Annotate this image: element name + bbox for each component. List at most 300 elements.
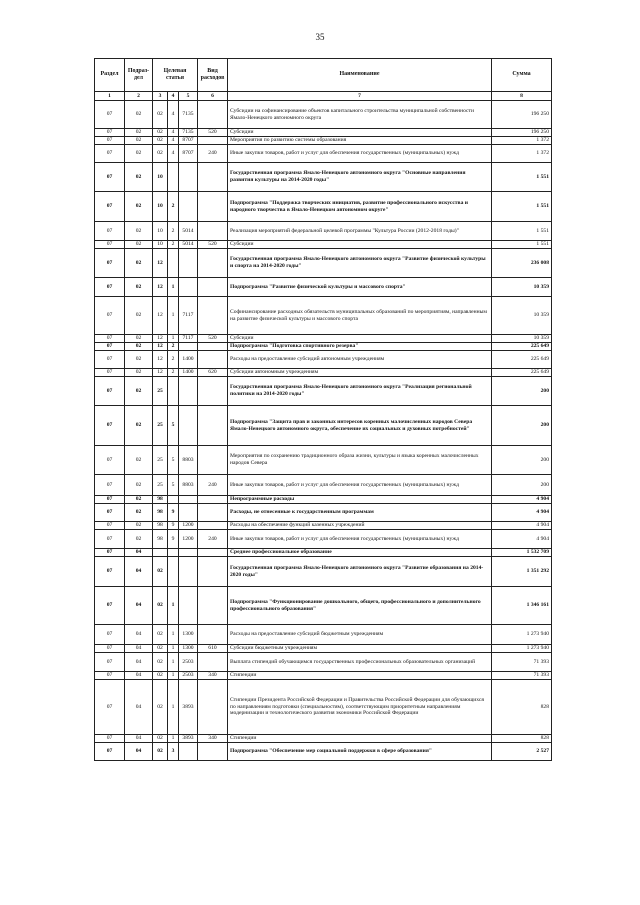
cell-podrazdel: 04: [125, 672, 153, 680]
table-row: [95, 163, 552, 192]
cell-direction: 7117: [179, 335, 198, 343]
cell-podrazdel: 02: [125, 163, 153, 192]
cell-sum: 4 904: [492, 530, 552, 549]
cell-podrazdel: 02: [125, 369, 153, 377]
table-row: [95, 222, 552, 241]
table-row: [95, 406, 552, 446]
cell-podrazdel: 02: [125, 377, 153, 406]
cell-sum: 225 649: [492, 343, 552, 351]
cell-direction: [179, 557, 198, 587]
cell-sum: 1 351 292: [492, 557, 552, 587]
cell-name: Субсидии на софинансирование объектов капитального строительства муниципальной собственности Ямало-Ненецкого автономного округа: [228, 101, 492, 129]
cell-direction: 5014: [179, 241, 198, 249]
cell-podrazdel: 02: [125, 335, 153, 343]
cell-vid: 620: [198, 369, 228, 377]
table-row: [95, 625, 552, 645]
cell-vid: [198, 557, 228, 587]
cell-razdel: 07: [95, 249, 125, 278]
table-row: [95, 192, 552, 222]
cell-sum: 236 008: [492, 249, 552, 278]
cell-razdel: 07: [95, 522, 125, 530]
cell-program: 12: [153, 335, 168, 343]
cell-vid: [198, 137, 228, 145]
cell-podrazdel: 02: [125, 446, 153, 475]
cell-razdel: 07: [95, 163, 125, 192]
table-row: [95, 335, 552, 343]
cell-program: 02: [153, 653, 168, 672]
cell-program: 12: [153, 351, 168, 369]
cell-direction: 1400: [179, 369, 198, 377]
cell-subprogram: 1: [168, 297, 179, 335]
cell-program: 98: [153, 530, 168, 549]
cell-vid: [198, 549, 228, 557]
cell-razdel: 07: [95, 335, 125, 343]
cell-program: 02: [153, 735, 168, 743]
cell-name: Субсидии бюджетным учреждениям: [228, 645, 492, 653]
cell-razdel: 07: [95, 222, 125, 241]
cell-direction: 5014: [179, 222, 198, 241]
cell-vid: [198, 587, 228, 625]
cell-subprogram: 1: [168, 680, 179, 735]
cell-vid: [198, 222, 228, 241]
cell-name: Иные закупки товаров, работ и услуг для обеспечения государственных (муниципальных) нужд: [228, 145, 492, 163]
cell-subprogram: 1: [168, 672, 179, 680]
cell-sum: 10 359: [492, 278, 552, 297]
cell-direction: 8803: [179, 475, 198, 496]
cell-vid: [198, 297, 228, 335]
cell-sum: 1 372: [492, 145, 552, 163]
cell-name: Государственная программа Ямало-Ненецкого автономного округа "Развитие образования на 2014-2020 годы": [228, 557, 492, 587]
cell-sum: 1 372: [492, 137, 552, 145]
cell-name: Стипендии Президента Российской Федерации и Правительства Российской Федерации для обучающихся по направлениям подготовки (специальностям), соответствующим приоритетным направлениям модернизации и технологического развития экономики Российской Федерации: [228, 680, 492, 735]
cell-program: 25: [153, 377, 168, 406]
cell-subprogram: 2: [168, 192, 179, 222]
cell-name: Расходы на обеспечение функций казенных учреждений: [228, 522, 492, 530]
header-number: 1: [95, 92, 125, 101]
cell-sum: 196 250: [492, 129, 552, 137]
budget-table: [94, 58, 552, 761]
cell-sum: 1 551: [492, 163, 552, 192]
header-number: 4: [168, 92, 179, 101]
cell-program: 02: [153, 137, 168, 145]
cell-program: 12: [153, 297, 168, 335]
cell-direction: [179, 496, 198, 504]
header-number: 7: [228, 92, 492, 101]
cell-subprogram: [168, 249, 179, 278]
table-row: [95, 475, 552, 496]
cell-program: 25: [153, 406, 168, 446]
cell-podrazdel: 04: [125, 680, 153, 735]
cell-sum: 10 359: [492, 297, 552, 335]
cell-subprogram: 3: [168, 743, 179, 761]
cell-subprogram: 2: [168, 222, 179, 241]
cell-razdel: 07: [95, 645, 125, 653]
cell-subprogram: 1: [168, 653, 179, 672]
cell-subprogram: 9: [168, 522, 179, 530]
cell-sum: 1 551: [492, 222, 552, 241]
cell-vid: [198, 522, 228, 530]
cell-name: Государственная программа Ямало-Ненецкого автономного округа "Развитие физической культуры и спорта на 2014-2020 годы": [228, 249, 492, 278]
cell-razdel: 07: [95, 369, 125, 377]
table-row: [95, 129, 552, 137]
cell-program: 02: [153, 743, 168, 761]
cell-name: Выплата стипендий обучающимся государственных профессиональных образовательных организаций: [228, 653, 492, 672]
cell-podrazdel: 04: [125, 557, 153, 587]
table-row: [95, 653, 552, 672]
table-body: [95, 101, 552, 761]
cell-name: Иные закупки товаров, работ и услуг для обеспечения государственных (муниципальных) нужд: [228, 530, 492, 549]
table-row: [95, 278, 552, 297]
cell-podrazdel: 04: [125, 735, 153, 743]
cell-program: 12: [153, 278, 168, 297]
cell-program: 02: [153, 625, 168, 645]
table-row: [95, 735, 552, 743]
cell-sum: 4 904: [492, 504, 552, 522]
cell-razdel: 07: [95, 557, 125, 587]
cell-direction: 1400: [179, 351, 198, 369]
cell-name: Субсидии автономным учреждениям: [228, 369, 492, 377]
cell-sum: 1 273 940: [492, 645, 552, 653]
cell-sum: 200: [492, 475, 552, 496]
cell-program: 02: [153, 680, 168, 735]
cell-sum: 4 904: [492, 522, 552, 530]
table-row: [95, 377, 552, 406]
header-vid: Вид расходов: [198, 59, 228, 92]
cell-podrazdel: 02: [125, 129, 153, 137]
cell-direction: [179, 249, 198, 278]
cell-program: 10: [153, 163, 168, 192]
cell-vid: 520: [198, 129, 228, 137]
cell-razdel: 07: [95, 297, 125, 335]
cell-podrazdel: 04: [125, 549, 153, 557]
cell-program: 25: [153, 475, 168, 496]
cell-razdel: 07: [95, 343, 125, 351]
cell-vid: 240: [198, 530, 228, 549]
cell-podrazdel: 02: [125, 496, 153, 504]
cell-direction: 1200: [179, 522, 198, 530]
cell-vid: [198, 343, 228, 351]
cell-vid: [198, 406, 228, 446]
header-number: 8: [492, 92, 552, 101]
cell-direction: [179, 549, 198, 557]
cell-direction: [179, 192, 198, 222]
cell-sum: 828: [492, 680, 552, 735]
cell-name: Подпрограмма "Обеспечение мер социальной поддержки в сфере образования": [228, 743, 492, 761]
cell-podrazdel: 02: [125, 504, 153, 522]
cell-sum: 196 250: [492, 101, 552, 129]
cell-direction: 1300: [179, 645, 198, 653]
cell-name: Расходы на предоставление субсидий автономным учреждениям: [228, 351, 492, 369]
cell-vid: 610: [198, 645, 228, 653]
cell-direction: [179, 278, 198, 297]
table-row: [95, 241, 552, 249]
cell-sum: 1 346 161: [492, 587, 552, 625]
cell-subprogram: 1: [168, 645, 179, 653]
cell-direction: 8707: [179, 145, 198, 163]
table-row: [95, 446, 552, 475]
cell-name: Реализация мероприятий федеральной целевой программы "Культура России (2012-2018 годы)": [228, 222, 492, 241]
cell-razdel: 07: [95, 377, 125, 406]
cell-razdel: 07: [95, 101, 125, 129]
cell-vid: [198, 680, 228, 735]
cell-sum: 200: [492, 377, 552, 406]
cell-program: 98: [153, 496, 168, 504]
table-row: [95, 587, 552, 625]
cell-name: Субсидии: [228, 335, 492, 343]
cell-razdel: 07: [95, 530, 125, 549]
cell-program: 10: [153, 192, 168, 222]
cell-subprogram: [168, 549, 179, 557]
cell-subprogram: 2: [168, 351, 179, 369]
cell-vid: [198, 351, 228, 369]
cell-vid: [198, 249, 228, 278]
cell-razdel: 07: [95, 446, 125, 475]
cell-sum: 71 393: [492, 672, 552, 680]
table-row: [95, 496, 552, 504]
cell-name: Стипендии: [228, 735, 492, 743]
cell-name: Подпрограмма "Подготовка спортивного резерва": [228, 343, 492, 351]
cell-podrazdel: 02: [125, 475, 153, 496]
cell-vid: [198, 163, 228, 192]
cell-razdel: 07: [95, 278, 125, 297]
table-row: [95, 557, 552, 587]
cell-sum: 1 532 709: [492, 549, 552, 557]
cell-podrazdel: 02: [125, 343, 153, 351]
table-row: [95, 743, 552, 761]
table-row: [95, 343, 552, 351]
cell-name: Подпрограмма "Функционирование дошкольного, общего, профессионального и дополнительного профессионального образования": [228, 587, 492, 625]
cell-sum: 225 649: [492, 351, 552, 369]
cell-program: [153, 549, 168, 557]
cell-subprogram: 4: [168, 129, 179, 137]
cell-razdel: 07: [95, 735, 125, 743]
table-row: [95, 504, 552, 522]
cell-subprogram: 1: [168, 625, 179, 645]
cell-name: Подпрограмма "Защита прав и законных интересов коренных малочисленных народов Севера Ямало-Ненецкого автономного округа, обеспечение их социальных и духовных потребностей": [228, 406, 492, 446]
cell-podrazdel: 04: [125, 653, 153, 672]
cell-vid: [198, 743, 228, 761]
header-number: 3: [153, 92, 168, 101]
cell-razdel: 07: [95, 406, 125, 446]
cell-sum: 828: [492, 735, 552, 743]
cell-razdel: 07: [95, 549, 125, 557]
table-row: [95, 101, 552, 129]
table-row: [95, 297, 552, 335]
cell-direction: 1200: [179, 530, 198, 549]
table-row: [95, 351, 552, 369]
cell-vid: 520: [198, 241, 228, 249]
cell-name: Мероприятия по развитию системы образования: [228, 137, 492, 145]
cell-direction: [179, 343, 198, 351]
cell-name: Субсидии: [228, 241, 492, 249]
cell-podrazdel: 02: [125, 278, 153, 297]
cell-subprogram: 5: [168, 475, 179, 496]
cell-direction: 3893: [179, 680, 198, 735]
cell-subprogram: 5: [168, 446, 179, 475]
cell-sum: 10 359: [492, 335, 552, 343]
cell-direction: [179, 587, 198, 625]
cell-program: 02: [153, 145, 168, 163]
cell-name: Иные закупки товаров, работ и услуг для обеспечения государственных (муниципальных) нужд: [228, 475, 492, 496]
cell-subprogram: 2: [168, 241, 179, 249]
cell-razdel: 07: [95, 145, 125, 163]
table-row: [95, 530, 552, 549]
cell-name: Государственная программа Ямало-Ненецкого автономного округа "Основные направления развития культуры на 2014-2020 годы": [228, 163, 492, 192]
cell-razdel: 07: [95, 680, 125, 735]
cell-vid: 520: [198, 335, 228, 343]
cell-direction: 7135: [179, 101, 198, 129]
cell-name: Софинансирование расходных обязательств муниципальных образований по мероприятиям, направленным на развитие физической культуры и массового спорта: [228, 297, 492, 335]
cell-podrazdel: 04: [125, 625, 153, 645]
cell-podrazdel: 02: [125, 137, 153, 145]
header-number: 5: [179, 92, 198, 101]
cell-name: Расходы, не отнесенные к государственным программам: [228, 504, 492, 522]
table-row: [95, 145, 552, 163]
cell-subprogram: [168, 377, 179, 406]
cell-program: 12: [153, 249, 168, 278]
cell-name: Государственная программа Ямало-Ненецкого автономного округа "Реализация региональной политики на 2014-2020 годы": [228, 377, 492, 406]
cell-direction: 7117: [179, 297, 198, 335]
cell-vid: [198, 446, 228, 475]
cell-vid: [198, 192, 228, 222]
cell-subprogram: 1: [168, 587, 179, 625]
cell-name: Подпрограмма "Поддержка творческих инициатив, развитие профессионального искусства и народного творчества в Ямало-Ненецком автономном округе": [228, 192, 492, 222]
cell-name: Подпрограмма "Развитие физической культуры и массового спорта": [228, 278, 492, 297]
cell-podrazdel: 02: [125, 522, 153, 530]
cell-name: Среднее профессиональное образование: [228, 549, 492, 557]
cell-vid: 240: [198, 475, 228, 496]
cell-subprogram: 2: [168, 343, 179, 351]
header-number: 2: [125, 92, 153, 101]
cell-vid: 240: [198, 145, 228, 163]
cell-direction: [179, 504, 198, 522]
cell-sum: 225 649: [492, 369, 552, 377]
cell-razdel: 07: [95, 653, 125, 672]
cell-direction: 2503: [179, 653, 198, 672]
cell-podrazdel: 02: [125, 249, 153, 278]
cell-subprogram: 1: [168, 735, 179, 743]
cell-razdel: 07: [95, 743, 125, 761]
cell-podrazdel: 02: [125, 241, 153, 249]
cell-razdel: 07: [95, 672, 125, 680]
page-number: 35: [315, 32, 325, 42]
cell-podrazdel: 02: [125, 351, 153, 369]
cell-program: 02: [153, 672, 168, 680]
cell-podrazdel: 02: [125, 101, 153, 129]
cell-subprogram: 4: [168, 137, 179, 145]
cell-program: 25: [153, 446, 168, 475]
table-row: [95, 549, 552, 557]
cell-direction: [179, 163, 198, 192]
table-row: [95, 645, 552, 653]
cell-sum: 1 551: [492, 241, 552, 249]
cell-program: 10: [153, 241, 168, 249]
cell-sum: 200: [492, 446, 552, 475]
cell-razdel: 07: [95, 475, 125, 496]
cell-razdel: 07: [95, 496, 125, 504]
cell-subprogram: 4: [168, 145, 179, 163]
cell-podrazdel: 04: [125, 743, 153, 761]
table-row: [95, 369, 552, 377]
table-row: [95, 680, 552, 735]
cell-sum: 200: [492, 406, 552, 446]
cell-podrazdel: 02: [125, 192, 153, 222]
table-row: [95, 249, 552, 278]
cell-name: Стипендии: [228, 672, 492, 680]
cell-sum: 71 393: [492, 653, 552, 672]
cell-program: 02: [153, 129, 168, 137]
cell-sum: 1 551: [492, 192, 552, 222]
cell-program: 02: [153, 587, 168, 625]
cell-direction: [179, 377, 198, 406]
table-row: [95, 522, 552, 530]
cell-program: 12: [153, 369, 168, 377]
cell-razdel: 07: [95, 504, 125, 522]
cell-vid: [198, 101, 228, 129]
cell-razdel: 07: [95, 625, 125, 645]
cell-name: Расходы на предоставление субсидий бюджетным учреждениям: [228, 625, 492, 645]
header-razdel: Раздел: [95, 59, 125, 92]
cell-subprogram: 5: [168, 406, 179, 446]
cell-vid: 340: [198, 735, 228, 743]
cell-program: 02: [153, 557, 168, 587]
cell-direction: [179, 743, 198, 761]
cell-direction: 7135: [179, 129, 198, 137]
cell-razdel: 07: [95, 192, 125, 222]
cell-vid: 340: [198, 672, 228, 680]
cell-subprogram: 1: [168, 278, 179, 297]
cell-program: 02: [153, 645, 168, 653]
header-celevaya: Целевая статья: [153, 59, 198, 92]
cell-direction: 2503: [179, 672, 198, 680]
cell-sum: 1 273 940: [492, 625, 552, 645]
cell-podrazdel: 02: [125, 145, 153, 163]
cell-razdel: 07: [95, 587, 125, 625]
cell-subprogram: 9: [168, 530, 179, 549]
cell-subprogram: 4: [168, 101, 179, 129]
cell-vid: [198, 653, 228, 672]
cell-podrazdel: 02: [125, 297, 153, 335]
cell-program: 10: [153, 222, 168, 241]
cell-subprogram: [168, 557, 179, 587]
cell-name: Мероприятия по сохранению традиционного образа жизни, культуры и языка коренных малочисленных народов Севера: [228, 446, 492, 475]
cell-subprogram: [168, 163, 179, 192]
cell-subprogram: 1: [168, 335, 179, 343]
header-row: [95, 59, 552, 92]
header-numbers-row: [95, 92, 552, 101]
cell-sum: 2 527: [492, 743, 552, 761]
header-podrazdel: Подраз-дел: [125, 59, 153, 92]
cell-sum: 4 904: [492, 496, 552, 504]
cell-direction: 8707: [179, 137, 198, 145]
header-summa: Сумма: [492, 59, 552, 92]
cell-subprogram: [168, 496, 179, 504]
header-number: 6: [198, 92, 228, 101]
cell-podrazdel: 04: [125, 645, 153, 653]
cell-vid: [198, 504, 228, 522]
cell-subprogram: 9: [168, 504, 179, 522]
table-row: [95, 672, 552, 680]
table-row: [95, 137, 552, 145]
cell-program: 12: [153, 343, 168, 351]
cell-program: 02: [153, 101, 168, 129]
cell-podrazdel: 02: [125, 530, 153, 549]
cell-vid: [198, 625, 228, 645]
cell-direction: 3893: [179, 735, 198, 743]
cell-podrazdel: 02: [125, 406, 153, 446]
cell-razdel: 07: [95, 241, 125, 249]
cell-podrazdel: 02: [125, 222, 153, 241]
